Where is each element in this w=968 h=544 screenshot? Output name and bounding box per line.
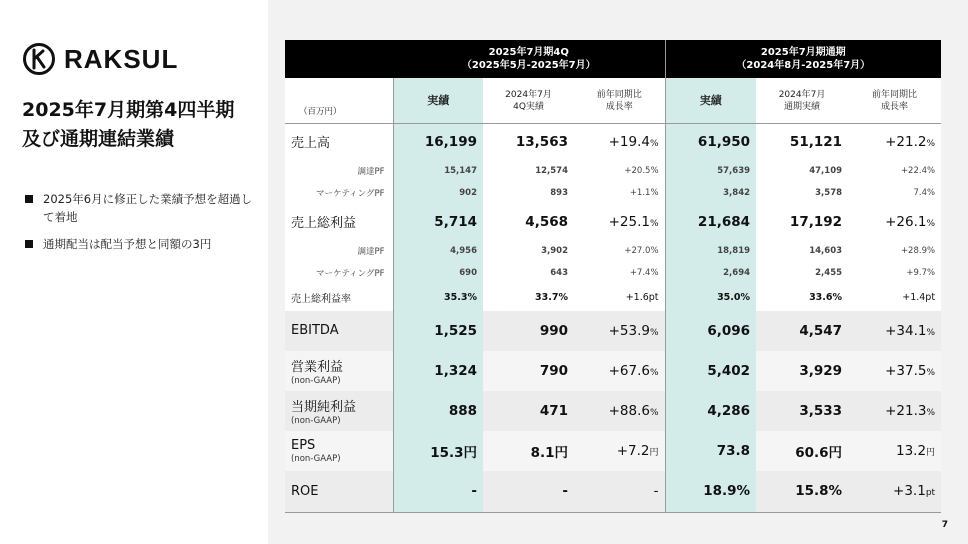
cell-fy-prev <box>756 471 848 513</box>
cell-value: 1,324 <box>434 362 477 379</box>
cell-value: 690 <box>459 267 477 278</box>
page-title-line1: 2025年7月期第4四半期 <box>22 99 235 121</box>
row-label <box>285 240 393 262</box>
cell-value: 13,563 <box>515 133 568 150</box>
unit-label: （百万円） <box>285 78 393 124</box>
cell-q4-actual <box>393 471 483 513</box>
row-label <box>285 284 393 311</box>
row-label <box>285 182 393 204</box>
cell-value: 61,950 <box>697 133 751 150</box>
cell-value: 643 <box>550 267 568 278</box>
cell-value: 8.1円 <box>530 444 568 461</box>
row-label <box>285 311 393 351</box>
cell-fy-yoy <box>848 284 941 311</box>
cell-value: 3,842 <box>723 187 751 198</box>
cell-fy-actual <box>665 351 756 391</box>
header-row-columns <box>285 78 941 124</box>
cell-value: 4,547 <box>799 322 843 339</box>
cell-value: 3,902 <box>541 245 568 256</box>
header-group-q4-title: 2025年7月期4Q <box>488 47 569 58</box>
cell-q4-prev <box>483 431 574 471</box>
row-label-text: 当期純利益 <box>291 399 357 415</box>
cell-fy-yoy <box>848 391 941 431</box>
cell-value: +26.1 <box>885 213 927 230</box>
bullet-item: 通期配当は配当予想と同額の3円 <box>24 235 256 253</box>
cell-value: 7.4% <box>913 187 936 198</box>
cell-value: +28.9% <box>900 245 936 256</box>
cell-unit: % <box>649 407 659 418</box>
cell-value: 35.3% <box>444 291 477 303</box>
cell-value: +53.9 <box>608 322 650 339</box>
page-number: 7 <box>941 520 948 530</box>
col-header-q4-actual: 実績 <box>393 78 483 124</box>
cell-fy-yoy <box>848 262 941 284</box>
cell-unit: % <box>926 218 936 229</box>
cell-value: 16,199 <box>424 133 477 150</box>
cell-fy-prev <box>756 284 848 311</box>
cell-value: 15.8% <box>795 483 843 500</box>
cell-q4-actual <box>393 284 483 311</box>
cell-value: 3,929 <box>799 362 843 379</box>
col-header-fy-yoy: 前年同期比 成長率 <box>848 78 941 124</box>
row-label <box>285 124 393 160</box>
cell-value: - <box>562 483 568 500</box>
row-label-text: 売上総利益率 <box>291 293 351 305</box>
cell-fy-actual <box>665 311 756 351</box>
table-row <box>285 431 941 471</box>
page-title <box>22 96 262 154</box>
table-row <box>285 471 941 513</box>
row-label-text: 調達PF <box>357 166 385 177</box>
row-label-note: (non-GAAP) <box>291 453 341 464</box>
cell-value: +20.5% <box>624 165 659 176</box>
cell-value: 12,574 <box>535 165 568 176</box>
cell-unit: % <box>649 218 659 229</box>
col-header-q4-prev: 2024年7月 4Q実績 <box>483 78 574 124</box>
cell-fy-yoy <box>848 351 941 391</box>
cell-q4-yoy <box>574 204 665 240</box>
cell-unit: % <box>649 138 659 149</box>
cell-q4-yoy <box>574 311 665 351</box>
header-group-fy-title: 2025年7月期通期 <box>760 47 846 58</box>
col-header-fy-prev: 2024年7月 通期実績 <box>756 78 848 124</box>
cell-value: 15,147 <box>444 165 477 176</box>
header-group-fy-period: （2024年8月-2025年7月） <box>736 60 871 71</box>
cell-fy-prev <box>756 240 848 262</box>
cell-q4-prev <box>483 311 574 351</box>
row-label <box>285 431 393 471</box>
cell-value: 2,455 <box>815 267 843 278</box>
table-row <box>285 240 941 262</box>
row-label-text: EPS <box>291 437 316 453</box>
cell-q4-yoy <box>574 182 665 204</box>
cell-fy-actual <box>665 284 756 311</box>
cell-value: - <box>471 483 477 500</box>
header-corner <box>285 40 393 78</box>
cell-fy-actual <box>665 182 756 204</box>
cell-value: +34.1 <box>885 322 927 339</box>
cell-fy-prev <box>756 431 848 471</box>
row-label-text: マーケティングPF <box>316 188 385 199</box>
cell-value: +22.4% <box>900 165 936 176</box>
cell-unit: % <box>926 327 936 338</box>
cell-value: 1,525 <box>434 322 477 339</box>
table-row <box>285 284 941 311</box>
cell-value: 4,286 <box>707 402 751 419</box>
cell-value: +1.4pt <box>902 291 936 303</box>
cell-q4-prev <box>483 262 574 284</box>
row-label-text: 売上総利益 <box>291 216 357 231</box>
cell-value: 15.3円 <box>430 444 477 461</box>
cell-fy-yoy <box>848 160 941 182</box>
header-group-q4 <box>393 40 665 78</box>
cell-value: 18,819 <box>717 245 751 256</box>
cell-fy-prev <box>756 182 848 204</box>
row-label-text: マーケティングPF <box>316 268 385 279</box>
cell-value: +25.1 <box>608 213 650 230</box>
cell-q4-actual <box>393 240 483 262</box>
cell-q4-yoy <box>574 284 665 311</box>
cell-fy-prev <box>756 204 848 240</box>
cell-q4-actual <box>393 431 483 471</box>
row-label <box>285 351 393 391</box>
cell-q4-actual <box>393 124 483 160</box>
row-label-note: (non-GAAP) <box>291 415 341 426</box>
cell-value: 57,639 <box>717 165 751 176</box>
cell-unit: % <box>926 407 936 418</box>
cell-fy-prev <box>756 311 848 351</box>
cell-value: 3,578 <box>815 187 843 198</box>
cell-value: +9.7% <box>906 267 936 278</box>
table-row <box>285 391 941 431</box>
cell-unit: % <box>649 367 659 378</box>
cell-q4-prev <box>483 182 574 204</box>
cell-fy-yoy <box>848 240 941 262</box>
cell-value: 893 <box>550 187 568 198</box>
col-header-fy-actual: 実績 <box>665 78 756 124</box>
bullet-item: 2025年6月に修正した業績予想を超過して着地 <box>24 190 256 226</box>
cell-q4-prev <box>483 160 574 182</box>
bullet-list <box>24 190 256 262</box>
cell-q4-actual <box>393 160 483 182</box>
cell-q4-yoy <box>574 351 665 391</box>
cell-fy-actual <box>665 262 756 284</box>
row-label-text: 営業利益 <box>291 359 344 375</box>
cell-value: 21,684 <box>697 213 751 230</box>
cell-q4-yoy <box>574 240 665 262</box>
cell-value: +21.3 <box>885 402 927 419</box>
cell-unit: % <box>926 367 936 378</box>
row-label <box>285 160 393 182</box>
cell-q4-yoy <box>574 471 665 513</box>
cell-fy-actual <box>665 471 756 513</box>
row-label-text: ROE <box>291 483 319 499</box>
cell-q4-prev <box>483 471 574 513</box>
cell-value: - <box>653 483 659 500</box>
cell-value: 3,533 <box>799 402 843 419</box>
cell-value: 471 <box>539 402 568 419</box>
cell-value: 6,096 <box>707 322 751 339</box>
cell-fy-yoy <box>848 311 941 351</box>
header-group-fy <box>665 40 941 78</box>
cell-fy-yoy <box>848 204 941 240</box>
cell-value: 17,192 <box>789 213 843 230</box>
results-table <box>285 40 941 513</box>
cell-value: 888 <box>448 402 477 419</box>
left-panel <box>0 0 268 544</box>
row-label <box>285 471 393 513</box>
cell-q4-actual <box>393 311 483 351</box>
brand-logo <box>22 42 178 76</box>
cell-value: 51,121 <box>789 133 843 150</box>
table-row <box>285 124 941 160</box>
cell-value: 5,402 <box>707 362 751 379</box>
cell-value: +1.1% <box>629 187 659 198</box>
row-label-text: EBITDA <box>291 323 339 338</box>
cell-q4-yoy <box>574 431 665 471</box>
col-header-q4-yoy: 前年同期比 成長率 <box>574 78 665 124</box>
table-body <box>285 124 941 513</box>
cell-q4-actual <box>393 182 483 204</box>
table-row <box>285 262 941 284</box>
cell-fy-actual <box>665 160 756 182</box>
cell-fy-yoy <box>848 182 941 204</box>
cell-fy-actual <box>665 391 756 431</box>
cell-fy-prev <box>756 262 848 284</box>
cell-value: 35.0% <box>717 291 751 303</box>
row-label-note: (non-GAAP) <box>291 375 341 386</box>
cell-fy-yoy <box>848 471 941 513</box>
cell-value: 4,568 <box>525 213 568 230</box>
table-row <box>285 204 941 240</box>
cell-fy-prev <box>756 124 848 160</box>
cell-unit: % <box>926 138 936 149</box>
row-label-text: 売上高 <box>291 136 331 152</box>
table-row <box>285 182 941 204</box>
cell-fy-actual <box>665 204 756 240</box>
cell-fy-actual <box>665 431 756 471</box>
cell-unit: pt <box>925 488 936 499</box>
cell-value: +67.6 <box>608 362 650 379</box>
table-row <box>285 351 941 391</box>
brand-name: RAKSUL <box>64 43 179 74</box>
cell-q4-yoy <box>574 160 665 182</box>
cell-value: 60.6円 <box>795 444 843 461</box>
cell-value: +7.4% <box>629 267 659 278</box>
row-label <box>285 204 393 240</box>
cell-value: 990 <box>539 322 568 339</box>
cell-value: +19.4 <box>608 133 650 150</box>
raksul-logo-icon <box>22 42 56 76</box>
cell-value: 4,956 <box>450 245 477 256</box>
cell-value: +37.5 <box>885 362 927 379</box>
cell-value: 33.6% <box>809 291 843 303</box>
cell-q4-actual <box>393 262 483 284</box>
cell-value: 13.2 <box>895 442 927 459</box>
row-label <box>285 262 393 284</box>
cell-q4-yoy <box>574 262 665 284</box>
cell-value: 18.9% <box>703 483 751 500</box>
cell-unit: % <box>649 327 659 338</box>
cell-q4-actual <box>393 391 483 431</box>
cell-q4-actual <box>393 351 483 391</box>
cell-value: 2,694 <box>723 267 751 278</box>
row-label <box>285 391 393 431</box>
cell-q4-prev <box>483 240 574 262</box>
cell-q4-yoy <box>574 391 665 431</box>
cell-value: +27.0% <box>624 245 659 256</box>
cell-q4-actual <box>393 204 483 240</box>
header-group-q4-period: （2025年5月-2025年7月） <box>461 60 596 71</box>
cell-unit: 円 <box>649 447 659 458</box>
cell-value: 73.8 <box>716 442 751 459</box>
cell-value: +21.2 <box>885 133 927 150</box>
cell-value: 47,109 <box>809 165 843 176</box>
cell-unit: 円 <box>926 447 936 458</box>
cell-fy-prev <box>756 160 848 182</box>
cell-value: +88.6 <box>608 402 650 419</box>
cell-value: +7.2 <box>616 442 650 459</box>
cell-value: +1.6pt <box>625 291 659 303</box>
cell-fy-actual <box>665 240 756 262</box>
cell-fy-prev <box>756 351 848 391</box>
cell-fy-yoy <box>848 124 941 160</box>
cell-q4-prev <box>483 204 574 240</box>
cell-q4-prev <box>483 124 574 160</box>
table-row <box>285 160 941 182</box>
cell-fy-yoy <box>848 431 941 471</box>
cell-q4-prev <box>483 351 574 391</box>
header-row-groups <box>285 40 941 78</box>
cell-q4-yoy <box>574 124 665 160</box>
cell-fy-prev <box>756 391 848 431</box>
cell-value: +3.1 <box>893 483 926 500</box>
cell-q4-prev <box>483 391 574 431</box>
cell-value: 902 <box>459 187 477 198</box>
cell-value: 14,603 <box>809 245 843 256</box>
cell-fy-actual <box>665 124 756 160</box>
cell-value: 5,714 <box>434 213 477 230</box>
cell-q4-prev <box>483 284 574 311</box>
table-row <box>285 311 941 351</box>
cell-value: 33.7% <box>535 291 568 303</box>
cell-value: 790 <box>539 362 568 379</box>
row-label-text: 調達PF <box>357 246 385 257</box>
page-title-line2: 及び通期連結業績 <box>22 128 175 150</box>
